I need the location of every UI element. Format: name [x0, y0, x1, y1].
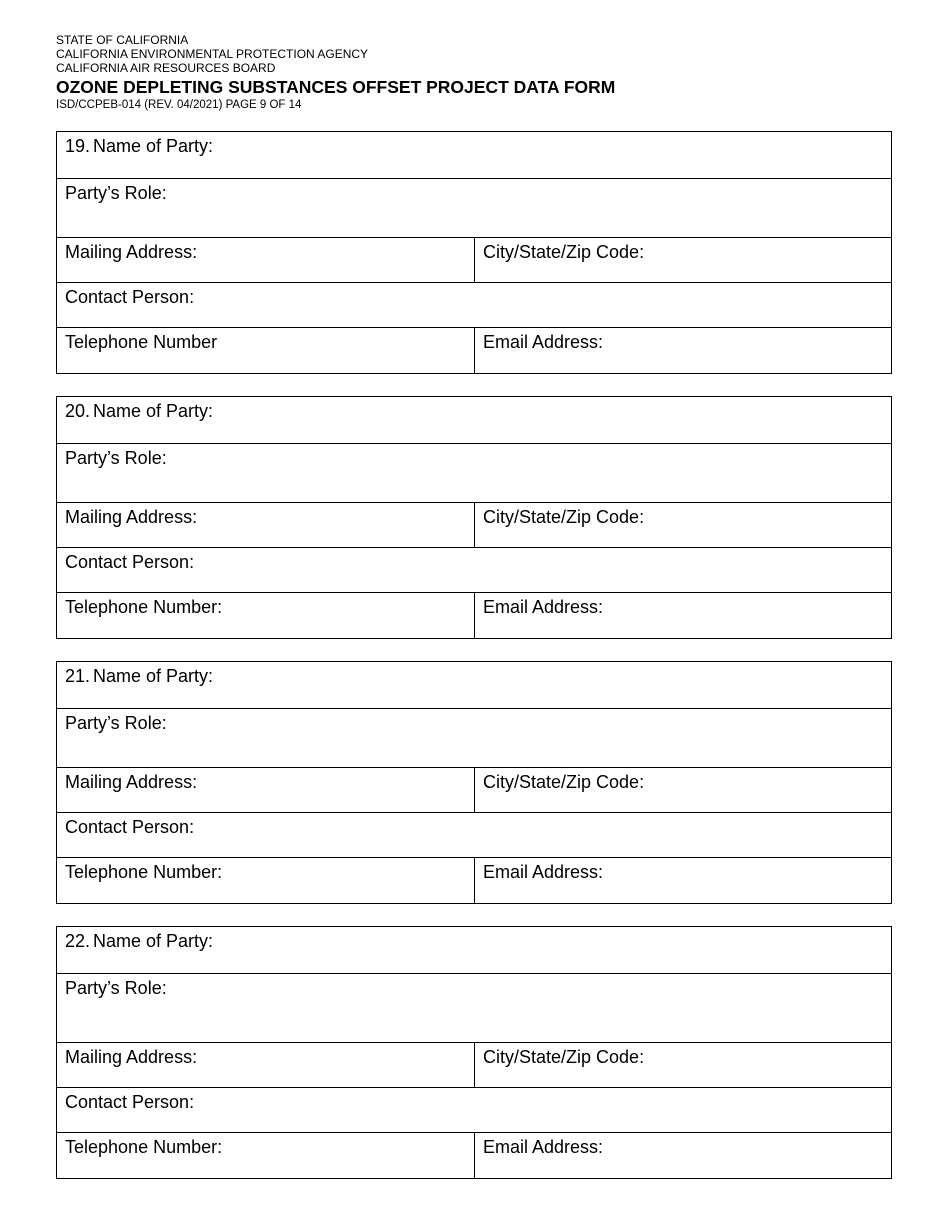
party-role-label: Party’s Role: [65, 448, 167, 468]
role-row [57, 708, 891, 767]
name-of-party-field[interactable] [57, 397, 891, 443]
email-address-field[interactable] [475, 858, 891, 903]
phone-email-row [57, 592, 891, 638]
contact-person-field[interactable] [57, 548, 891, 592]
contact-row [57, 812, 891, 857]
board-label: CALIFORNIA AIR RESOURCES BOARD [56, 61, 276, 75]
email-address-label: Email Address: [483, 1137, 604, 1157]
state-label: STATE OF CALIFORNIA [56, 33, 189, 47]
party-role-label: Party’s Role: [65, 183, 167, 203]
name-of-party-field[interactable] [57, 662, 891, 708]
party-role-field[interactable] [57, 179, 891, 237]
contact-person-field[interactable] [57, 283, 891, 327]
city-state-zip-field[interactable] [475, 238, 891, 282]
party-number: 21. [65, 666, 91, 686]
party-block-19 [56, 131, 892, 374]
name-of-party-label: Name of Party: [93, 136, 214, 156]
mailing-address-label: Mailing Address: [65, 1047, 198, 1067]
role-row [57, 178, 891, 237]
name-of-party-label: Name of Party: [93, 931, 214, 951]
party-role-label: Party’s Role: [65, 713, 167, 733]
city-state-zip-label: City/State/Zip Code: [483, 242, 645, 262]
name-row [57, 927, 891, 973]
mailing-address-field[interactable] [57, 1043, 475, 1087]
contact-person-field[interactable] [57, 813, 891, 857]
telephone-number-field[interactable] [57, 328, 475, 373]
city-state-zip-field[interactable] [475, 1043, 891, 1087]
contact-person-label: Contact Person: [65, 1092, 195, 1112]
email-address-field[interactable] [475, 593, 891, 638]
city-state-zip-label: City/State/Zip Code: [483, 1047, 645, 1067]
form-id-page: ISD/CCPEB-014 (REV. 04/2021) PAGE 9 OF 14 [56, 99, 302, 111]
party-block-20 [56, 396, 892, 639]
telephone-number-label: Telephone Number [65, 332, 218, 352]
mailing-address-field[interactable] [57, 503, 475, 547]
email-address-label: Email Address: [483, 597, 604, 617]
party-number: 19. [65, 136, 91, 156]
name-of-party-label: Name of Party: [93, 401, 214, 421]
address-row [57, 1042, 891, 1087]
city-state-zip-label: City/State/Zip Code: [483, 507, 645, 527]
contact-person-label: Contact Person: [65, 287, 195, 307]
name-row [57, 397, 891, 443]
agency-label: CALIFORNIA ENVIRONMENTAL PROTECTION AGENCY [56, 47, 369, 61]
name-of-party-field[interactable] [57, 927, 891, 973]
phone-email-row [57, 1132, 891, 1178]
party-number: 20. [65, 401, 91, 421]
party-role-field[interactable] [57, 974, 891, 1042]
mailing-address-label: Mailing Address: [65, 507, 198, 527]
city-state-zip-label: City/State/Zip Code: [483, 772, 645, 792]
city-state-zip-field[interactable] [475, 503, 891, 547]
mailing-address-label: Mailing Address: [65, 242, 198, 262]
telephone-number-field[interactable] [57, 593, 475, 638]
telephone-number-field[interactable] [57, 858, 475, 903]
mailing-address-field[interactable] [57, 768, 475, 812]
party-block-21 [56, 661, 892, 904]
address-row [57, 237, 891, 282]
party-role-field[interactable] [57, 709, 891, 767]
name-row [57, 132, 891, 178]
telephone-number-label: Telephone Number: [65, 597, 223, 617]
role-row [57, 973, 891, 1042]
party-role-label: Party’s Role: [65, 978, 167, 998]
phone-email-row [57, 857, 891, 903]
name-of-party-label: Name of Party: [93, 666, 214, 686]
party-number: 22. [65, 931, 91, 951]
form-title: OZONE DEPLETING SUBSTANCES OFFSET PROJECT DATA FORM [56, 77, 616, 97]
mailing-address-label: Mailing Address: [65, 772, 198, 792]
telephone-number-label: Telephone Number: [65, 862, 223, 882]
email-address-label: Email Address: [483, 332, 604, 352]
city-state-zip-field[interactable] [475, 768, 891, 812]
email-address-field[interactable] [475, 328, 891, 373]
contact-row [57, 1087, 891, 1132]
contact-person-field[interactable] [57, 1088, 891, 1132]
form-header [56, 33, 615, 112]
contact-person-label: Contact Person: [65, 552, 195, 572]
phone-email-row [57, 327, 891, 373]
role-row [57, 443, 891, 502]
contact-row [57, 547, 891, 592]
email-address-field[interactable] [475, 1133, 891, 1178]
telephone-number-label: Telephone Number: [65, 1137, 223, 1157]
party-block-22 [56, 926, 892, 1179]
address-row [57, 767, 891, 812]
email-address-label: Email Address: [483, 862, 604, 882]
name-row [57, 662, 891, 708]
address-row [57, 502, 891, 547]
contact-row [57, 282, 891, 327]
name-of-party-field[interactable] [57, 132, 891, 178]
mailing-address-field[interactable] [57, 238, 475, 282]
telephone-number-field[interactable] [57, 1133, 475, 1178]
contact-person-label: Contact Person: [65, 817, 195, 837]
party-role-field[interactable] [57, 444, 891, 502]
